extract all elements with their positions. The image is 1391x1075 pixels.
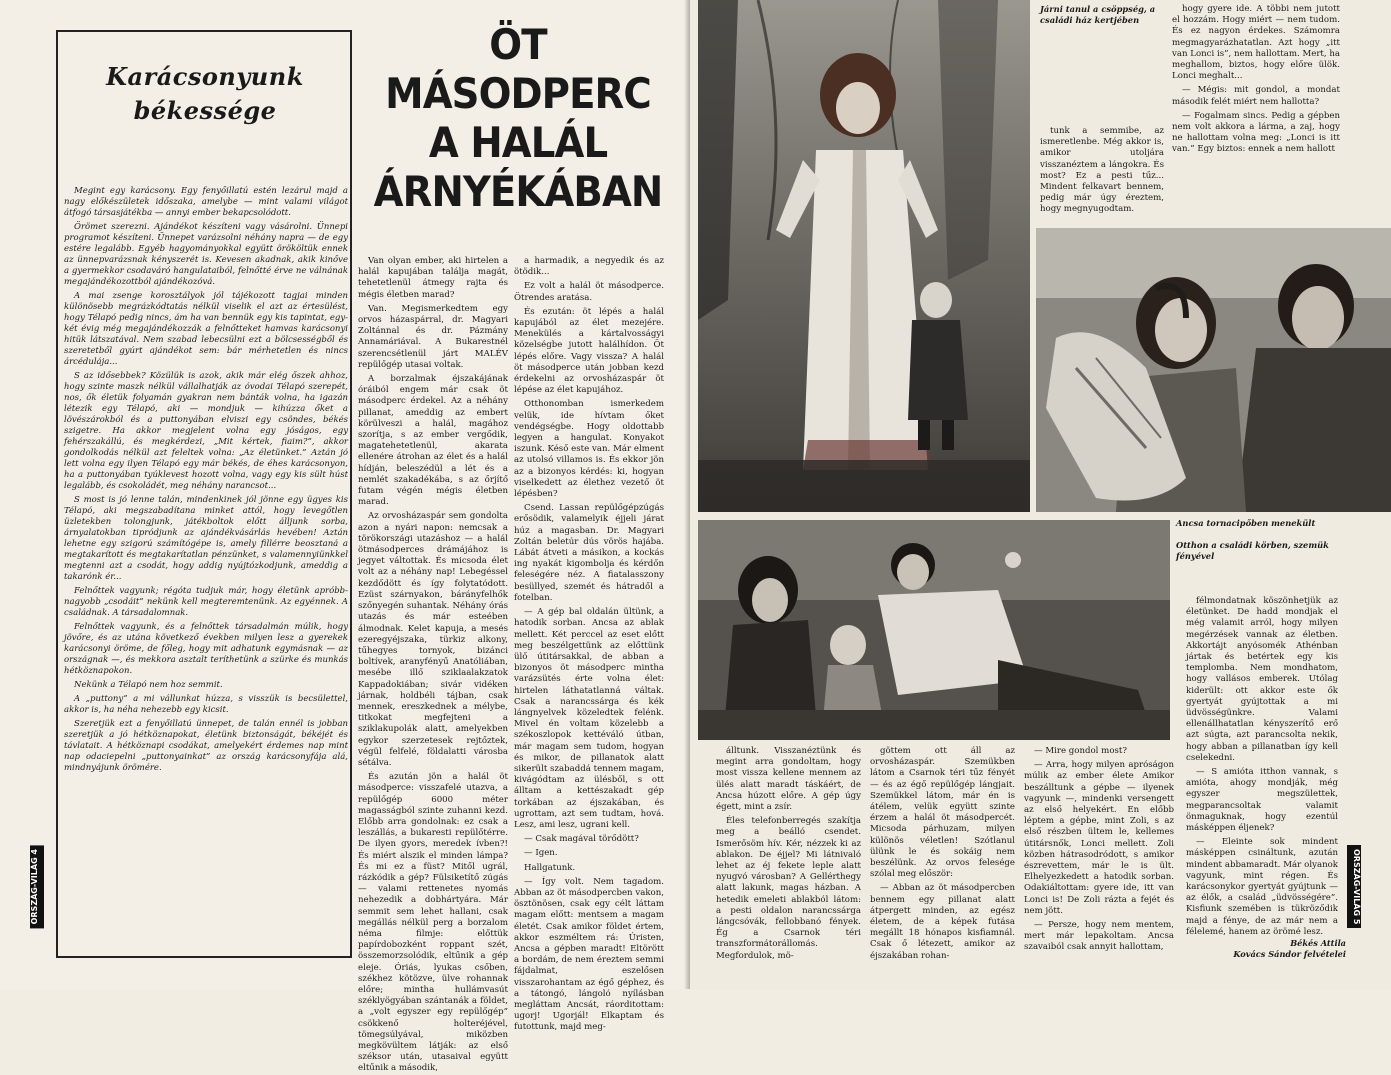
headline-line: ÁRNYÉKÁBAN xyxy=(373,167,663,216)
article-paragraph: — Igen. xyxy=(524,848,558,859)
article-paragraph: Ez volt a halál öt másodperce. Ötrendes aratása. xyxy=(514,281,664,303)
article-column-1 xyxy=(358,256,508,1074)
editorial-paragraph: A „puttony” a mi vállunkat húzza, s visszük is becsülettel, akkor is, ha néha nehezebb egy kicsit. xyxy=(64,694,348,715)
article-byline xyxy=(1186,938,1346,960)
photo-couple-sneaker xyxy=(1036,228,1391,512)
right-bottom-column-3 xyxy=(1024,746,1174,962)
article-paragraph: Otthonomban ismerkedem velük, ide hívtam őket vendégségbe. Hogy oldottabb legyen a hangulat. Konyakot iszunk. Késő este van. Már elment az utolsó villamos is. És ekkor jön az a bizonyos kérdés: ki, hogyan viselkedett az élethez vezető öt lépésben? xyxy=(514,399,664,500)
editorial-paragraph: A mai zsenge korosztályok jól tájékozott tagjai minden különösebb megrázkódtatás nélkül viselik el azt az értesülést, hogy Télapó pedig nincs, ám ha van bennük egy kis tapintat, egy-két évig még megajándékozzák a felnőtteket hamvas karácsonyi hitük látszatával. Nem szabad lebecsülni ezt a bölcsességből és szeretetből gyúrt ajándékot sem: bár mérhetetlen és nincs árcédulája... xyxy=(64,291,348,367)
editorial-paragraph: S az idősebbek? Közülük is azok, akik már elég őszek ahhoz, hogy szinte maszk nélkül vállalhatják az óvodai Télapó szerepét, nos, ők életük folyamán gyakran nem bánták volna, ha igazán létezik egy Télapó, aki — mondjuk — kihúzza őket a lövészárokból és a puttonyában elviszi egy csöndes, békés szigetre. Ha akkor megjelent volna egy jóságos, egy fehérszakállú, és megkérdezi, „Mit kértek, fiaim?”, akkor gondolkodás nélkül azt feleltek volna: „Az életünket.” Aztán jó lett volna egy ilyen Télapó egy már békés, de éhes karácsonyon, ha a puttonyában tyúklevest hozott volna, vagy egy kis sült húst legalább, és csokoládét, meg néhány narancsot... xyxy=(64,371,348,491)
editorial-paragraph: Szeretjük ezt a fenyőillatú ünnepet, de talán ennél is jobban szeretjük a jó hétköznapokat, életünk biztonságát, békéjét és távlatait. A hétköznapi csodákat, amelyekért érdemes nap mint nap odaciepelni „puttonyainkat” az ország karácsonyfája alá, mindnyájunk örömére. xyxy=(64,719,348,773)
byline-photographer: Kovács Sándor felvételei xyxy=(1233,949,1346,959)
editorial-paragraph: S most is jó lenne talán, mindenkinek jól jönne egy ügyes kis Télapó, aki megszabadítana minket attól, hogy levegőtlen üzletekben tolongjunk, játékboltok előtt álljunk sorba, árnyalatokban tipródjunk az ajándékvásárlás hevében! Aztán lehetne egy szigorú számítógépe is, amely fillérre beosztaná a megtakarított és megtakarítatlan pénzünket, s valamennyiünkkel megtenni azt a csodát, hogy addig nyújtózkodjunk, ameddig a takarónk ér... xyxy=(64,495,348,582)
article-paragraph: — Arra, hogy milyen apróságon múlik az ember élete Amikor beszálltunk a gépbe — ilyenek vagyunk —, mindenki versengett az első helyekért. En előbb léptem a gépbe, mint Zoli, s az első részben ültem le, kellemes útitársnők, Lonci mellett. Zoli közben hátrasodródott, s amikor észrevettem, már le is ült. Elhelyezkedett a hatodik sorban. Odakiáltottam: gyere ide, itt van Lonci is! De Zoli rázta a fejét és nem jött. xyxy=(1024,760,1174,916)
article-paragraph: Van. Megismerkedtem egy orvos házaspárral, dr. Magyari Zoltánnal és dr. Pázmány Annamáriával. A Bukarestnél szerencsétlenül járt MALÉV repülőgép utasai voltak. xyxy=(358,303,508,370)
right-bottom-column-1 xyxy=(716,746,861,962)
article-paragraph: A borzalmak éjszakájának óráiból engem már csak öt másodperc érdekel. Az a néhány pillanat, ameddig az embert körülveszi a halál, magához szorítja, s az ember vergődik, magatehetetlenül, akarata ellenére átrohan az élet és a halál hídján, beleszédül a lét és a nemlét szakadékába, s az őrjítő futam végén mégis életben marad. xyxy=(358,374,508,508)
article-paragraph: — Persze, hogy nem mentem, mert már lepakoltam. Ancsa szavaiból csak annyit hallottam, xyxy=(1024,920,1174,953)
article-paragraph: — Így volt. Nem tagadom. Abban az öt másodpercben vakon, ösztönösen, csak egy célt láttam magam előtt: mentsem a magam életét. Csak amikor földet értem, akkor eszméltem rá: Úristen, Ancsa a gépben maradt! Eltörött a bordám, de nem éreztem semmi fájdalmat, eszelősen visszarohantam az égő géphez, és a tátongó, lángoló nyílásban megláttam Ancsát, ráorditottam: ugorj! Ugorjál! Elkaptam és futottunk, majd meg- xyxy=(514,876,664,1033)
article-paragraph: Az orvosházaspár sem gondolta azon a nyári napon: nemcsak a törökországi utazáshoz — a halál ötmásodperces drámájához is jegyet váltottak. És micsoda élet volt az a néhány nap! Lebegéssel kezdődött és így folytatódott. Ezüst szárnyakon, bárányfelhők szőnyegén suhantak. Néhány órás utazás és már esteében álmodnak. Kelet kapuja, a mesés ezeregyéjszaka, türkiz alkony, tűhegyes tornyok, bizánci boltívek, aranyfényű Anatóliában, mesébe illő sziklaalakzatok Kappadokiában; sivár vidéken járnak, holdbéli tájban, csak mennek, ereszkednek a mélybe, titkokat megfejteni a sziklakupolák alatt, amelyekben egykor szerzetesek rejtőztek, végül felfelé, földalatti városba sétálva. xyxy=(358,511,508,768)
article-headline xyxy=(371,20,665,216)
right-bottom-column-2 xyxy=(870,746,1015,962)
left-page xyxy=(0,0,690,1074)
page-folio-right: ORSZÁG-VILÁG 5 xyxy=(1347,845,1361,928)
caption-garden-walk: Járni tanul a csöppség, a családi ház kertjében xyxy=(1040,4,1156,25)
photo-garden-walk xyxy=(698,0,1030,512)
headline-line: A HALÁL xyxy=(428,118,608,167)
article-paragraph: hogy gyere ide. A többi nem jutott el hozzám. Hogy miért — nem tudom. És ez nagyon érdekes. Számomra megmagyarázhatatlan. Azt hogy „itt van Lonci is”, nem hallottam. Mert, ha meghallom, biztos, hogy előre ülök. Lonci meghalt... xyxy=(1172,4,1341,82)
article-paragraph: — Csak magával törődött? xyxy=(524,834,639,845)
article-paragraph: tunk a semmibe, az ismeretlenbe. Még akkor is, amikor utoljára visszanéztem a lángokra. És most? Ez a pesti tűz... Mindent felkavart bennem, pedig már úgy éreztem, hogy megnyugodtam. xyxy=(1040,126,1164,215)
article-paragraph: — Mégis: mit gondol, a mondat második felét miért nem hallotta? xyxy=(1172,85,1340,107)
editorial-paragraph: Felnőttek vagyunk; régóta tudjuk már, hogy életünk apróbb-nagyobb „csodáit” nekünk kell megteremtenünk. Az egyénnek. A családnak. A társadalomnak. xyxy=(64,586,348,618)
editorial-paragraph: Nekünk a Télapó nem hoz semmit. xyxy=(74,680,223,690)
photo-family-home xyxy=(698,520,1170,740)
article-paragraph: — Fogalmam sincs. Pedig a gépben nem volt akkora a lárma, a zaj, hogy ne hallottam volna meg: „Lonci is itt van.” Egy biztos: ennek a nem hallott xyxy=(1172,110,1340,155)
editorial-paragraph: Megint egy karácsony. Egy fenyőillatú estén lezárul majd a nagy előkészületek időszaka, amelybe — mint valami világot átfogó társasjátékba — annyi ember bekapcsolódott. xyxy=(64,186,348,218)
article-paragraph: Hallgatunk. xyxy=(524,862,576,873)
article-column-2 xyxy=(514,256,664,1033)
article-paragraph: — A gép bal oldalán ültünk, a hatodik sorban. Ancsa az ablak mellett. Két perccel az eset előtt meg beszélgettünk az előttünk ülő útitársakkal, de abban a bizonyos öt másodperc mintha varázsütés érte volna élet: hirtelen láthatatlanná váltak. Csak a narancssárga és kék lángnyelvek közeledtek felénk. Mivel én voltam közelebb a székoszlopok kettéváló útban, már magam sem tudom, hogyan és mikor, de pillanatok alatt sikerült szabaddá tennem magam, kivágódtam az ülésből, s ott álltam a kettészakadt gép torkában az éjszakában, és ugrottam, azt sem tudtam, hová. Lesz, ami lesz, ugrani kell. xyxy=(514,607,664,830)
article-paragraph: És azután jön a halál öt másodperce: visszafelé utazva, a repülőgép 6000 méter magasságból szinte zuhanni kezd. Előbb arra gondolnak: ez csak a leszállás, a bukaresti repülőtérre. De ilyen gyors, meredek ívben?! És miért alszik el minden lámpa? És mi ez a füst? Mitől ugrál, rázkódik a gép? Fülsiketítő zúgás — valami rettenetes nyomás nehezedik a dobhártyára. Már semmit sem lehet hallani, csak megállás nélkül perg a borzalom néma filmje: előttük papírdobozként roppant szét, összemorzsolódik, eltűnik a gép eleje. Óriás, lyukas csőben, székhez kötözve, ülve rohannak előre; mintha hullámvasút széklyögyában szántanák a földet, a „volt egyszer egy repülőgép” csökkenő holteréjével, tömegsúlyával, miközben megkövültem látják: az első széksor után, utasaival együtt eltűnik a második, xyxy=(358,772,508,1074)
photo-couple-sneaker-image xyxy=(1036,228,1391,512)
article-paragraph: — Eleinte sok mindent másképpen csináltunk, azután mindent abbamaradt. Már olyanok vagyunk, mint régen. És karácsonykor gyertyát gyújtunk — az élők, a család „üdvösségére”. Kisfiunk szemében is tükröződik majd a fénye, de az már nem a félelemé, hanem az örömé lesz. xyxy=(1186,837,1338,937)
article-paragraph: félmondatnak köszönhetjük az életünket. De hadd mondjak el még valamit arról, hogy milyen megérzések vannak az életben. Akkortájt anyósomék Athénban jártak és betértek egy kis templomba. Nem mondhatom, hogy vallásos emberek. Utólag kiderült: ott akkor este ők gyertyát gyújtottak a mi üdvösségünkre. Valami ellenállhatatlan kényszerítő erő azt súgta, azt parancsolta nekik, hogy abban a pillanatban így kell cselekedni. xyxy=(1186,596,1338,763)
page-folio-left: ORSZÁG-VILÁG 4 xyxy=(30,845,44,928)
caption-family-home: Otthon a családi körben, szemük fényével xyxy=(1176,540,1329,561)
editorial-title-line1: Karácsonyunk xyxy=(106,62,304,91)
article-paragraph: álltunk. Visszanéztünk és megint arra gondoltam, hogy most vissza kellene mennem az ülés alatt maradt táskáért, de Ancsa húzott előre. A gép úgy égett, mint a zsír. xyxy=(716,746,861,813)
article-paragraph: göttem ott áll az orvosházaspár. Szemükben látom a Csarnok téri tűz fényét — és az égő repülőgép lángjait. Szemükkel látom, már én is átélem, velük együtt szinte érzem a halál öt másodpercét. Micsoda párhuzam, milyen különös véletlen! Szótlanul ülünk le és sokáig nem beszélünk. Az orvos felesége szólal meg először: xyxy=(870,746,1015,880)
editorial-text xyxy=(64,186,348,946)
right-top-column-1 xyxy=(1040,126,1164,226)
photo-garden-walk-image xyxy=(698,0,1030,512)
article-paragraph: És ezután: öt lépés a halál kapujából az élet mezejére. Menekülés a kártalvosságyi közelségbe jutott halálhídon. Öt lépés előre. Vagy vissza? A halál öt másodperce után jobban kezd érdekelni az orvosházaspár öt lépése az élet kapujához. xyxy=(514,306,664,396)
right-side-column xyxy=(1186,596,1338,936)
article-paragraph: — Mire gondol most? xyxy=(1034,746,1127,756)
caption-couple-sneaker: Ancsa tornacipőben menekült xyxy=(1176,518,1316,528)
photo-family-home-image xyxy=(698,520,1170,740)
article-paragraph: Van olyan ember, aki hirtelen a halál kapujában találja magát, tehetetlenül átmegy rajta és mégis életben marad? xyxy=(358,256,508,300)
editorial-paragraph: Örömet szerezni. Ajándékot készíteni vagy vásárolni. Ünnepi programot készíteni. Ünnepet varázsolni néhány napra — de egy estére legalább. Egyéb hagyományokkal együtt örököltük ennek az ünnepvarázsnak kényszerét is. Kevesen akadnak, akik kinőve a gyermekkor csodaváró hangulataiból, felnőtté érve ne válnának megajándékozottból ajándékozóvá. xyxy=(64,222,348,287)
article-paragraph: — Abban az öt másodpercben bennem egy pillanat alatt átpergett minden, az egész életem, de a képek futása megállt 18 hónapos kisfiamnál. Csak ő létezett, amikor az éjszakában rohan- xyxy=(870,883,1015,961)
article-paragraph: Éles telefonberregés szakítja meg a beálló csendet. Ismerősöm hív. Kér, nézzek ki az ablakon. De éjjel? Mi látnivaló lehet az éj fekete leple alatt nyugvó városban? A Gellérthegy alatt lakunk, magas házban. A hetedik emeleti ablakból látom: a pesti oldalon narancssárga lángcsóvák, fellobbanó fények. Ég a Csarnok téri transzformátorállomás. Megfordulok, mö- xyxy=(716,816,861,961)
editorial-title-line2: békessége xyxy=(133,96,277,125)
headline-line: ÖT xyxy=(489,20,547,69)
byline-author: Békés Attila xyxy=(1290,938,1346,948)
article-paragraph: Csend. Lassan repülőgépzúgás erősödik, valamelyik éjjeli járat húz a magasban. Dr. Magyari Zoltán beletúr dús vörös hajába. Lábát átveti a másikon, a kockás ing nyakát kigombolja és kérdőn feleségére néz. A fiatalasszony besüllyed, szemét és hátradől a fotelban. xyxy=(514,503,664,603)
editorial-title xyxy=(70,60,340,128)
right-top-column-2 xyxy=(1172,4,1340,226)
editorial-paragraph: Felnőttek vagyunk, és a felnőttek társadalmán múlik, hogy jövőre, és az utána következő években milyen lesz a gyerekek karácsonyi öröme, de főleg, hogy mit adhatunk egymásnak — az országnak —, és mekkora asztalt teríthetünk a szürke és munkás hétköznapokon. xyxy=(64,622,348,676)
right-page xyxy=(690,0,1391,989)
headline-line: MÁSODPERC xyxy=(385,69,651,118)
article-paragraph: a harmadik, a negyedik és az ötödik... xyxy=(514,256,664,278)
article-paragraph: — S amióta itthon vannak, s amióta, ahogy mondják, még egyszer megszülettek, megparancsoltak valamit önmaguknak, hogy ezentúl másképpen éljenek? xyxy=(1186,767,1338,834)
